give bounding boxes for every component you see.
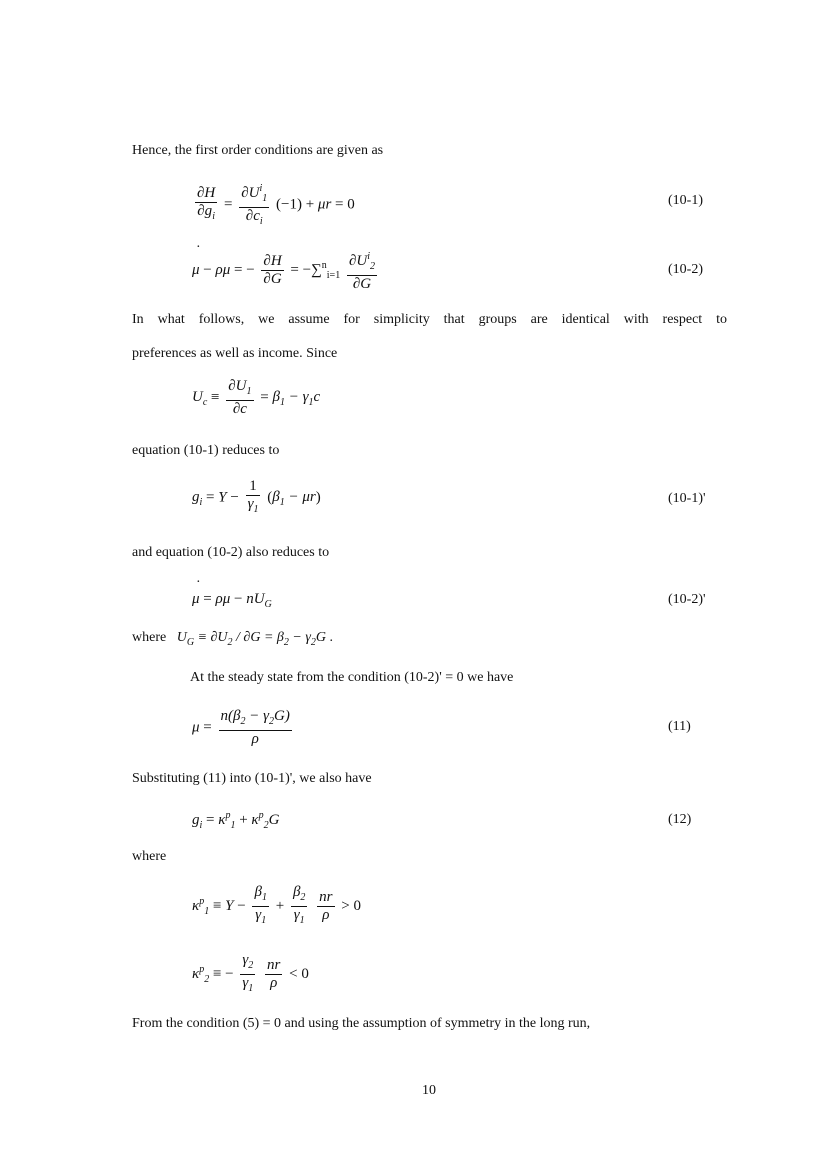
paragraph-line-1: In what follows, we assume for simplicity that groups are identical with respect to: [132, 312, 727, 327]
equation-number-10-1-prime: (10-1)': [668, 491, 706, 506]
equation-10-2: μ − ρμ = − $\frac{\partial H}{\partial G}$ = −∑$^n_{i=1}$ $\frac{\partial U^i_2}{\partial G}$: [192, 248, 380, 293]
equation-number-11: (11): [668, 719, 691, 734]
where-word: where: [132, 630, 167, 645]
equation-number-10-2-prime: (10-2)': [668, 592, 706, 607]
intro-text: Hence, the first order conditions are given as: [132, 143, 384, 158]
equation-number-12: (12): [668, 812, 692, 827]
equation-11: μ = $\frac{n(\beta_2 - \gamma_2G)}{\rho}$: [192, 708, 290, 747]
steady-state-text: At the steady state from the condition (10-2)' = 0 we have: [190, 670, 514, 685]
kappa1-definition: $\kappa^p_1 \equiv Y$ − $\frac{\beta_1}{\gamma_1}$ + $\frac{\beta_2}{\gamma_1}$ $\frac{nr}{\rho}$ > 0: [192, 884, 361, 926]
equation-number-10-1: (10-1): [668, 193, 703, 208]
equation-10-1: $\frac{\partial H}{\partial g_i}$ = $\frac{\partial U^i_1}{\partial c_i}$ (−1) + μr = 0: [192, 180, 355, 230]
substituting-text: Substituting (11) into (10-1)', we also have: [132, 771, 372, 786]
also-reduces-text: and equation (10-2) also reduces to: [132, 545, 330, 560]
equation-number-10-2: (10-2): [668, 262, 703, 277]
equation-10-1-prime: $g_i = Y$ − $\frac{1}{\gamma_1}$ $(\beta_1 - \mu r)$: [192, 478, 321, 515]
mu-dot: ·: [196, 240, 201, 255]
page-number: 10: [422, 1083, 436, 1098]
ug-definition: $U_G \equiv \partial U_2 / \partial G = \beta_2 - \gamma_2G$: [169, 630, 326, 648]
where-label-2: where: [132, 849, 167, 864]
from-condition-text: From the condition (5) = 0 and using the assumption of symmetry in the long run,: [132, 1016, 591, 1031]
equation-uc: $U_c$ ≡ $\frac{\partial U_1}{\partial c}$ = $\beta_1 - \gamma_1c$: [192, 378, 321, 417]
paragraph-line-2: preferences as well as income. Since: [132, 346, 338, 361]
mu-dot-2: ·: [196, 575, 201, 590]
kappa2-definition: $\kappa^p_2$ ≡ − $\frac{\gamma_2}{\gamma_1}$ $\frac{nr}{\rho}$ < 0: [192, 952, 309, 994]
equation-12: $g_i = \kappa^p_1 + \kappa^p_2G$: [192, 810, 280, 831]
equation-10-2-prime: $\mu = \rho\mu - nU_G$: [192, 591, 272, 610]
equation-reduces-text: equation (10-1) reduces to: [132, 443, 280, 458]
where-label: where $U_G \equiv \partial U_2 / \partial G = \beta_2 - \gamma_2G$ .: [132, 630, 333, 648]
